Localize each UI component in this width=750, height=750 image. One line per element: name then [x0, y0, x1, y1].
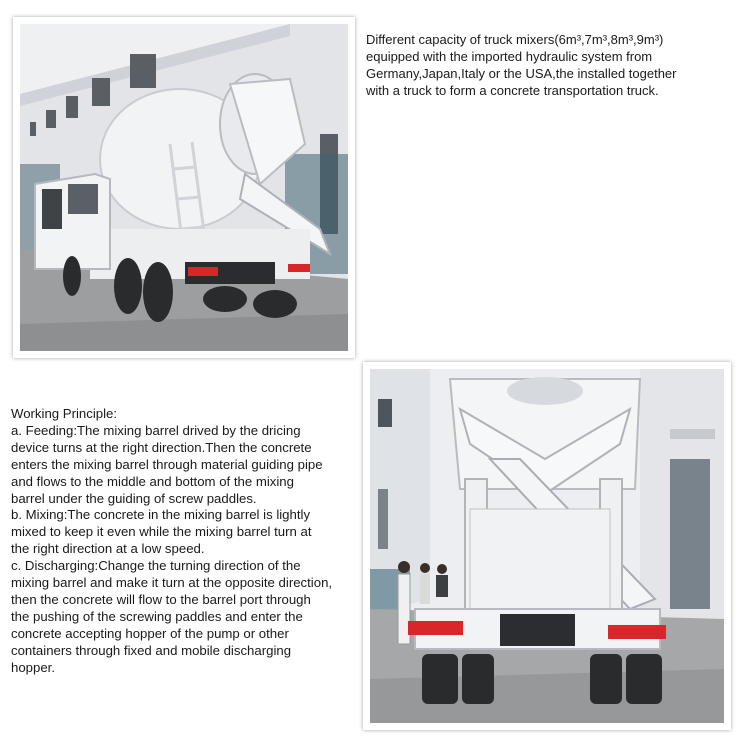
truck-mixer-side-image [20, 24, 348, 351]
principle-line: and flows to the middle and bottom of the mixing [11, 473, 294, 489]
principle-line: the pushing of the screwing paddles and enter the [11, 608, 303, 624]
principle-heading: Working Principle: [11, 406, 118, 421]
intro-line: Different capacity of truck mixers(6m³,7m³,8m³,9m³) [366, 32, 664, 47]
principle-line: c. Discharging:Change the turning direction of the [11, 558, 301, 574]
intro-line: Germany,Japan,Italy or the USA,the installed together [366, 66, 677, 81]
truck-mixer-photo-side [13, 17, 355, 358]
principle-line: containers through fixed and mobile discharging [11, 642, 292, 658]
working-principle-text [11, 406, 371, 677]
principle-line: a. Feeding:The mixing barrel drived by the dricing [11, 422, 301, 438]
truck-mixer-rear-image [370, 369, 724, 723]
principle-line: enters the mixing barrel through material guiding pipe [11, 456, 323, 472]
intro-line: equipped with the imported hydraulic system from [366, 49, 653, 64]
principle-line: then the concrete will flow to the barrel port through [11, 591, 311, 607]
principle-line: device turns at the right direction.Then the concrete [11, 439, 312, 455]
principle-line: mixing barrel and make it turn at the opposite direction, [11, 575, 333, 591]
intro-text [366, 31, 738, 99]
truck-mixer-photo-rear [363, 362, 731, 730]
intro-line: with a truck to form a concrete transportation truck. [366, 83, 659, 98]
principle-line: barrel under the guiding of screw paddles. [11, 490, 257, 506]
principle-line: hopper. [11, 659, 55, 675]
principle-line: b. Mixing:The concrete in the mixing barrel is lightly [11, 507, 311, 523]
principle-line: concrete accepting hopper of the pump or other [11, 625, 289, 641]
principle-line: the right direction at a low speed. [11, 541, 205, 557]
principle-line: mixed to keep it even while the mixing barrel turn at [11, 524, 312, 540]
